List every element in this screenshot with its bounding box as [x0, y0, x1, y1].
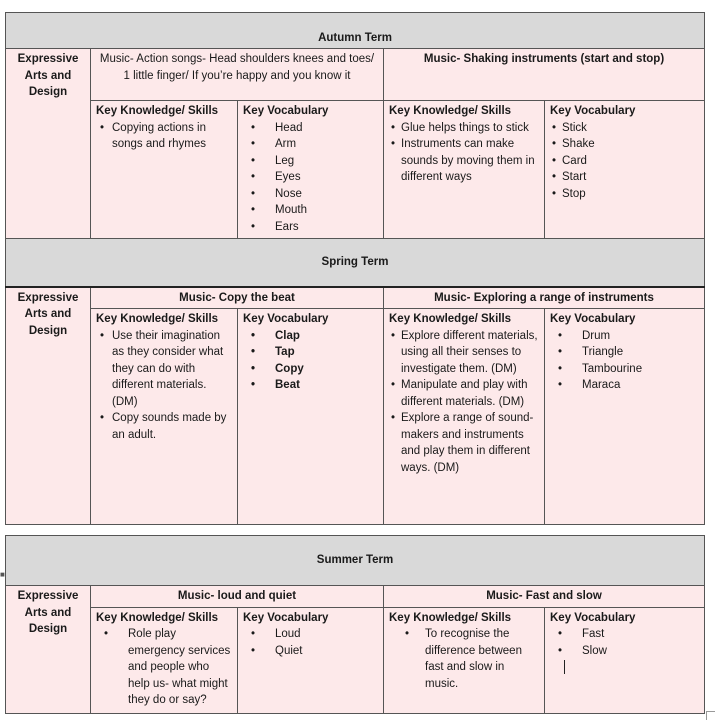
knowledge-cell [91, 309, 238, 525]
term-heading: Summer Term [6, 536, 705, 586]
list-item: • Glue helps things to stick [401, 120, 539, 137]
list-item: • Tambourine [566, 361, 699, 378]
knowledge-list [96, 328, 232, 444]
list-item: • Drum [566, 328, 699, 345]
vocabulary-list [550, 120, 699, 203]
list-item: • Leg [259, 153, 378, 170]
area-label: Expressive Arts and Design [6, 49, 91, 240]
list-item: • Explore different materials, using all their senses to investigate them. (DM) [401, 328, 539, 378]
list-item: • Stick [562, 120, 699, 137]
list-item: • Beat [259, 377, 378, 394]
vocabulary-list [243, 328, 378, 394]
vocabulary-cell [238, 607, 384, 713]
paragraph-marker-icon: ■ [0, 570, 5, 579]
autumn-table [5, 12, 705, 240]
topic-title: Music- loud and quiet [91, 586, 384, 608]
list-item: • Eyes [259, 169, 378, 186]
list-item: • To recognise the difference between fast and slow in music. [425, 626, 539, 692]
list-item: • Head [259, 120, 378, 137]
autumn-term-block [5, 12, 704, 239]
term-heading: Spring Term [6, 239, 705, 287]
vocabulary-heading: Key Vocabulary [550, 105, 636, 117]
summer-term-block [5, 535, 704, 710]
vocabulary-cell [545, 309, 705, 525]
list-item: • Quiet [259, 643, 378, 660]
list-item: • Copying actions in songs and rhymes [112, 120, 232, 153]
list-item: • Tap [259, 344, 378, 361]
knowledge-heading: Key Knowledge/ Skills [389, 313, 512, 325]
list-item: • Slow [566, 643, 699, 660]
spring-table [5, 238, 705, 525]
term-heading: Autumn Term [6, 13, 705, 49]
list-item: • Stop [562, 186, 699, 203]
knowledge-heading: Key Knowledge/ Skills [96, 611, 219, 624]
list-item: • Manipulate and play with different materials. (DM) [401, 377, 539, 410]
list-item: • Loud [259, 626, 378, 643]
vocabulary-list [243, 120, 378, 236]
vocabulary-list [243, 626, 378, 659]
topic-title: Music- Shaking instruments (start and stop) [384, 49, 705, 101]
topic-title: Music- Copy the beat [91, 287, 384, 309]
knowledge-cell [384, 309, 545, 525]
vocabulary-cell [545, 607, 705, 713]
vocabulary-heading: Key Vocabulary [243, 313, 329, 325]
knowledge-heading: Key Knowledge/ Skills [96, 105, 219, 117]
list-item: • Copy [259, 361, 378, 378]
list-item: • Copy sounds made by an adult. [112, 410, 232, 443]
list-item: • Ears [259, 219, 378, 236]
list-item: • Explore a range of sound-makers and instruments and play them in different ways. (DM) [401, 410, 539, 476]
topic-title: Music- Fast and slow [384, 586, 705, 608]
area-label: Expressive Arts and Design [6, 287, 91, 525]
spring-term-block [5, 238, 704, 520]
list-item: • Use their imagination as they consider what they can do with different materials. (DM) [112, 328, 232, 411]
knowledge-list [389, 120, 539, 186]
list-item: • Nose [259, 186, 378, 203]
knowledge-heading: Key Knowledge/ Skills [96, 313, 219, 325]
vocabulary-cell [545, 101, 705, 240]
knowledge-list [96, 120, 232, 153]
knowledge-cell [384, 101, 545, 240]
knowledge-cell [91, 607, 238, 713]
knowledge-cell [91, 101, 238, 240]
vocabulary-cell [238, 101, 384, 240]
topic-title: Music- Exploring a range of instruments [384, 287, 705, 309]
area-label: Expressive Arts and Design [6, 586, 91, 714]
vocabulary-heading: Key Vocabulary [550, 611, 636, 624]
knowledge-list [96, 626, 232, 709]
knowledge-list [389, 328, 539, 477]
vocabulary-list [550, 626, 699, 659]
knowledge-cell [384, 607, 545, 713]
page-corner-mark [706, 711, 715, 720]
list-item: • Fast [566, 626, 699, 643]
list-item: • Clap [259, 328, 378, 345]
list-item: • Mouth [259, 202, 378, 219]
knowledge-heading: Key Knowledge/ Skills [389, 611, 512, 624]
knowledge-list [389, 626, 539, 692]
list-item: • Triangle [566, 344, 699, 361]
vocabulary-list [550, 328, 699, 394]
vocabulary-heading: Key Vocabulary [243, 611, 329, 624]
vocabulary-cell [238, 309, 384, 525]
topic-title: Music- Action songs- Head shoulders knees and toes/ 1 little finger/ If you’re happy and you know it [91, 49, 384, 101]
list-item: • Role play emergency services and people who help us- what might they do or say? [112, 626, 232, 709]
knowledge-heading: Key Knowledge/ Skills [389, 105, 512, 117]
text-cursor [564, 660, 565, 674]
vocabulary-heading: Key Vocabulary [550, 313, 636, 325]
list-item: • Start [562, 169, 699, 186]
list-item: • Shake [562, 136, 699, 153]
list-item: • Instruments can make sounds by moving them in different ways [401, 136, 539, 186]
list-item: • Maraca [566, 377, 699, 394]
list-item: • Card [562, 153, 699, 170]
vocabulary-heading: Key Vocabulary [243, 105, 329, 117]
summer-table [5, 535, 705, 714]
list-item: • Arm [259, 136, 378, 153]
